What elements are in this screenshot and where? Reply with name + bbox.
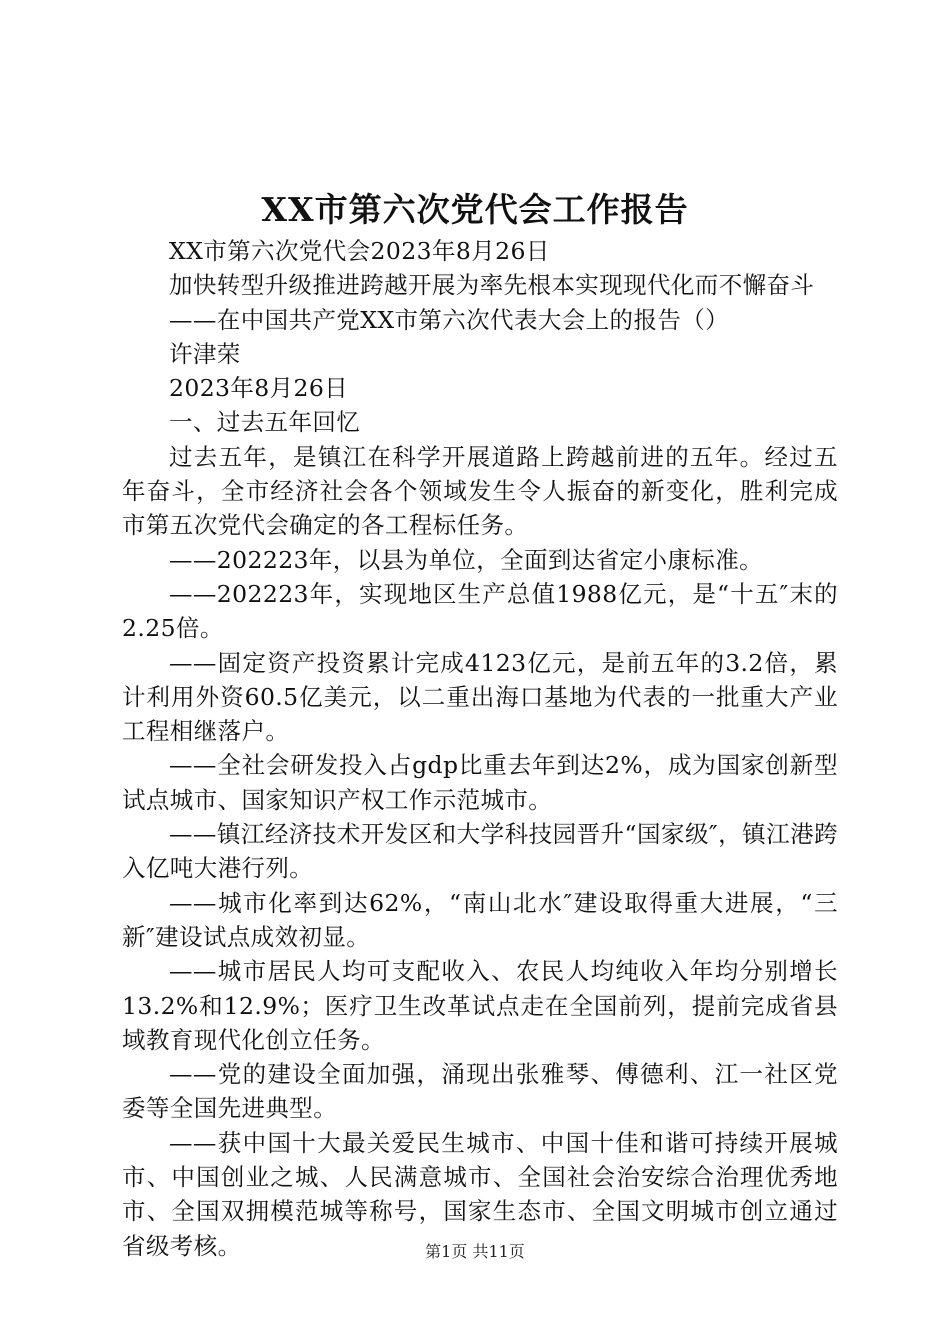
paragraph: XX市第六次党代会2023年8月26日 <box>169 237 550 265</box>
document-body <box>122 234 838 1263</box>
paragraph: ——202223年，以县为单位，全面到达省定小康标准。 <box>169 545 764 574</box>
paragraph: ——固定资产投资累计完成4123亿元，是前五年的3.2倍，累计利用外资60.5亿美元，以二重出海口基地为代表的一批重大产业工程相继落户。 <box>122 648 838 746</box>
paragraph: ——全社会研发投入占gdp比重去年到达2%，成为国家创新型试点城市、国家知识产权工作示范城市。 <box>122 751 838 814</box>
paragraph: 过去五年，是镇江在科学开展道路上跨越前进的五年。经过五年奋斗，全市经济社会各个领域发生令人振奋的新变化，胜利完成市第五次党代会确定的各工程标任务。 <box>122 442 838 540</box>
paragraph: ——获中国十大最关爱民生城市、中国十佳和谐可持续开展城市、中国创业之城、人民满意城市、全国社会治安综合治理优秀地市、全国双拥模范城等称号，国家生态市、全国文明城市创立通过省级考核。 <box>122 1128 838 1260</box>
paragraph: 许津荣 <box>169 339 241 368</box>
page-footer: 第1页 共11页 <box>425 1242 525 1261</box>
paragraph: 加快转型升级推进跨越开展为率先根本实现现代化而不懈奋斗 <box>169 271 815 300</box>
paragraph: ——城市居民人均可支配收入、农民人均纯收入年均分别增长13.2%和12.9%；医疗卫生改革试点走在全国前列，提前完成省县域教育现代化创立任务。 <box>122 957 838 1054</box>
section-heading: 一、过去五年回忆 <box>169 408 361 437</box>
document-title: XX市第六次党代会工作报告 <box>261 190 689 229</box>
paragraph: ——202223年，实现地区生产总值1988亿元，是“十五″末的2.25倍。 <box>122 579 838 643</box>
paragraph: 2023年8月26日 <box>169 374 349 403</box>
paragraph: ——城市化率到达62%，“南山北水″建设取得重大进展，“三新″建设试点成效初显。 <box>122 888 838 951</box>
paragraph: ——镇江经济技术开发区和大学科技园晋升“国家级″，镇江港跨入亿吨大港行列。 <box>122 820 838 883</box>
paragraph: ——党的建设全面加强，涌现出张雅琴、傅德利、江一社区党委等全国先进典型。 <box>122 1060 838 1123</box>
paragraph: ——在中国共产党XX市第六次代表大会上的报告（） <box>169 305 730 334</box>
